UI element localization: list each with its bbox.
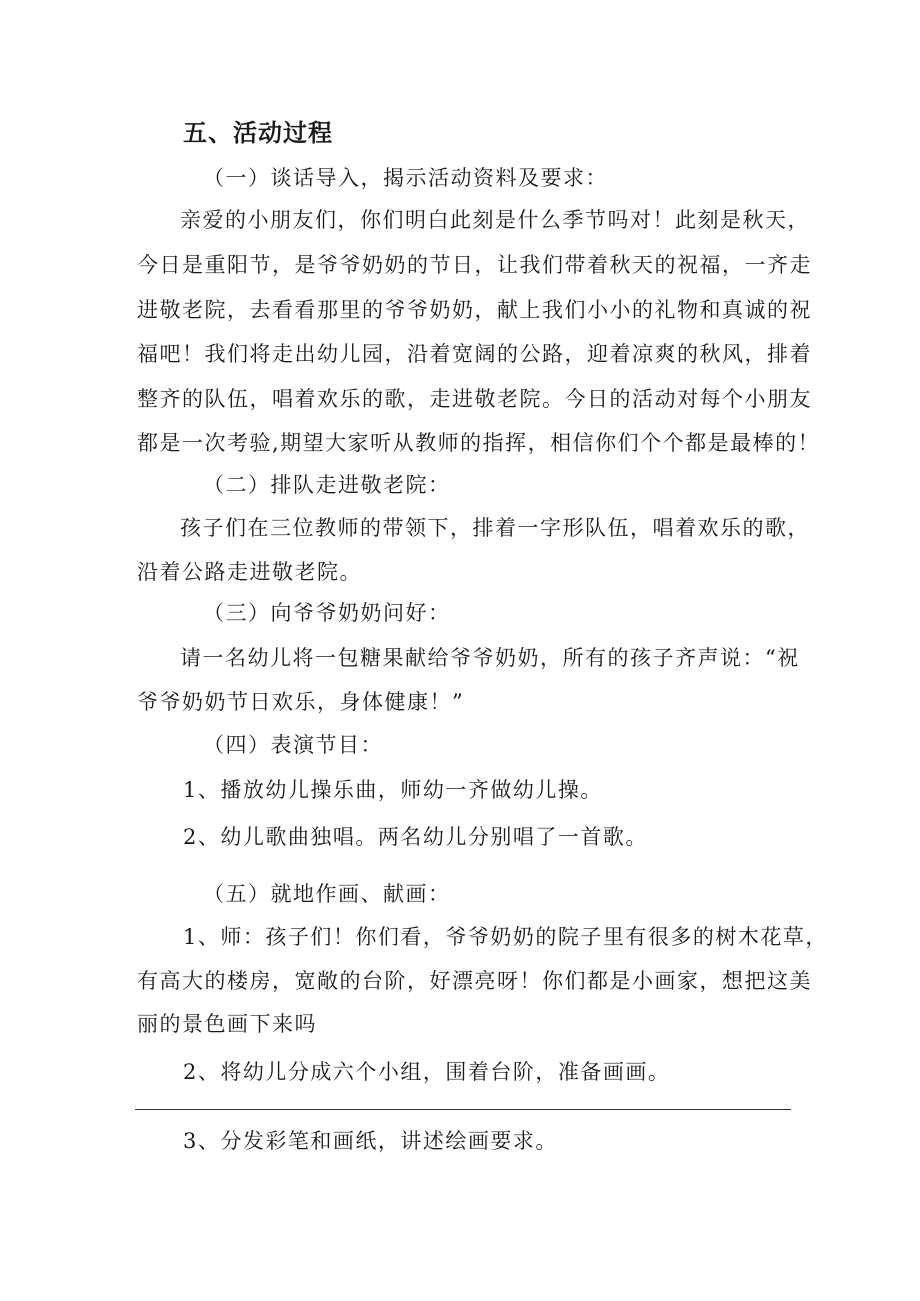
paragraph-line: 请一名幼儿将一包糖果献给爷爷奶奶，所有的孩子齐声说：“祝 <box>180 646 800 670</box>
horizontal-divider <box>135 1109 791 1110</box>
paragraph-line: 沿着公路走进敬老院。 <box>137 560 362 584</box>
paragraph-line: 亲爱的小朋友们，你们明白此刻是什么季节吗对！此刻是秋天， <box>180 208 810 232</box>
paragraph-line: 进敬老院，去看看那里的爷爷奶奶，献上我们小小的礼物和真诚的祝 <box>137 298 812 322</box>
paragraph-line: 爷爷奶奶节日欢乐，身体健康！” <box>137 690 465 714</box>
subsection-4-heading: （四）表演节目： <box>203 733 383 757</box>
subsection-5-heading: （五）就地作画、献画： <box>203 882 451 906</box>
paragraph-line: 有高大的楼房，宽敞的台阶，好漂亮呀！你们都是小画家，想把这美 <box>137 969 812 993</box>
section-title: 五、活动过程 <box>183 118 333 147</box>
list-item: 2、将幼儿分成六个小组，围着台阶，准备画画。 <box>183 1060 671 1084</box>
subsection-1-heading: （一）谈话导入，揭示活动资料及要求： <box>203 166 608 190</box>
list-item: 2、幼儿歌曲独唱。两名幼儿分别唱了一首歌。 <box>183 825 648 849</box>
list-item: 3、分发彩笔和画纸，讲述绘画要求。 <box>183 1129 558 1153</box>
paragraph-line: 孩子们在三位教师的带领下，排着一字形队伍，唱着欢乐的歌， <box>180 516 810 540</box>
paragraph-line: 福吧！我们将走出幼儿园，沿着宽阔的公路，迎着凉爽的秋风，排着 <box>137 342 812 366</box>
subsection-2-heading: （二）排队走进敬老院： <box>203 473 451 497</box>
paragraph-line: 都是一次考验,期望大家听从教师的指挥，相信你们个个都是最棒的！ <box>137 431 821 455</box>
subsection-3-heading: （三）向爷爷奶奶问好： <box>203 601 451 625</box>
paragraph-line: 1、师：孩子们！你们看，爷爷奶奶的院子里有很多的树木花草， <box>183 925 828 949</box>
list-item: 1、播放幼儿操乐曲，师幼一齐做幼儿操。 <box>183 778 603 802</box>
paragraph-line: 今日是重阳节，是爷爷奶奶的节日，让我们带着秋天的祝福，一齐走 <box>137 253 812 277</box>
paragraph-line: 丽的景色画下来吗 <box>137 1012 317 1036</box>
paragraph-line: 整齐的队伍，唱着欢乐的歌，走进敬老院。今日的活动对每个小朋友 <box>137 387 812 411</box>
